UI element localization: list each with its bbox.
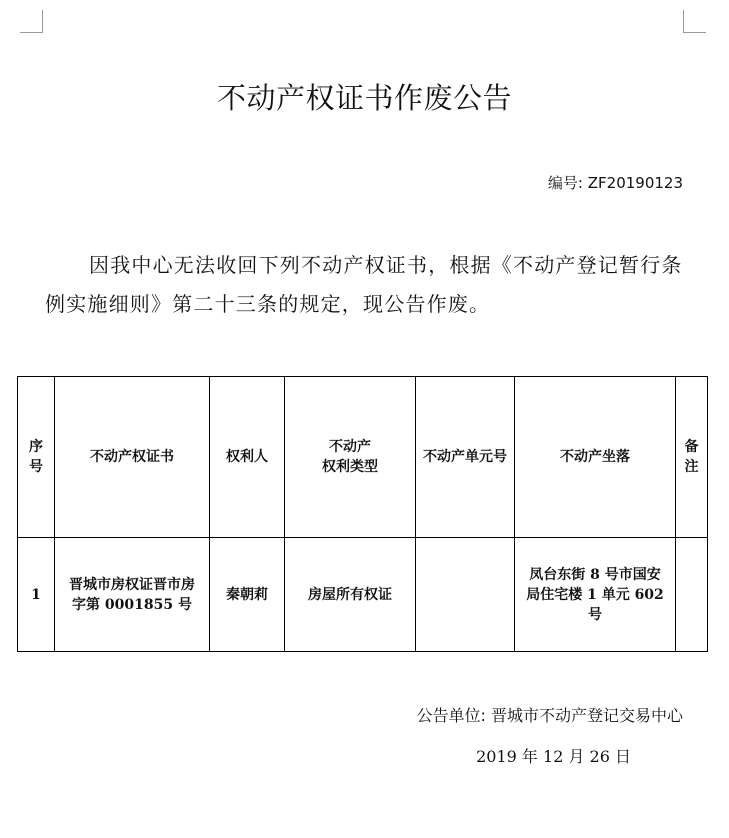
- header-right-type: 不动产 权利类型: [285, 377, 416, 538]
- cell-unit-number: [416, 538, 515, 652]
- cell-right-type: 房屋所有权证: [285, 538, 416, 652]
- cell-location: 凤台东街 8 号市国安局住宅楼 1 单元 602 号: [515, 538, 676, 652]
- intro-paragraph: 因我中心无法收回下列不动产权证书，根据《不动产登记暂行条例实施细则》第二十三条的规定，现公告作废。: [45, 253, 683, 316]
- publish-date: 2019 年 12 月 26 日: [476, 747, 631, 766]
- header-location: 不动产坐落: [515, 377, 676, 538]
- cell-holder: 秦朝莉: [210, 538, 285, 652]
- cell-seq: 1: [18, 538, 55, 652]
- void-certificate-table: [17, 376, 708, 652]
- publisher-line: 公告单位: 晋城市不动产登记交易中心: [416, 706, 683, 725]
- table-row: [18, 538, 708, 652]
- header-remark: 备注: [676, 377, 708, 538]
- cell-certificate: 晋城市房权证晋市房字第 0001855 号: [55, 538, 210, 652]
- page-corner-mark-top-right: [683, 10, 706, 33]
- header-certificate: 不动产权证书: [55, 377, 210, 538]
- header-unit-number: 不动产单元号: [416, 377, 515, 538]
- document-title: 不动产权证书作废公告: [216, 81, 512, 115]
- header-seq: 序号: [18, 377, 55, 538]
- table-header-row: [18, 377, 708, 538]
- document-number: 编号: ZF20190123: [547, 174, 683, 192]
- page-corner-mark-top-left: [20, 10, 43, 33]
- cell-remark: [676, 538, 708, 652]
- header-holder: 权利人: [210, 377, 285, 538]
